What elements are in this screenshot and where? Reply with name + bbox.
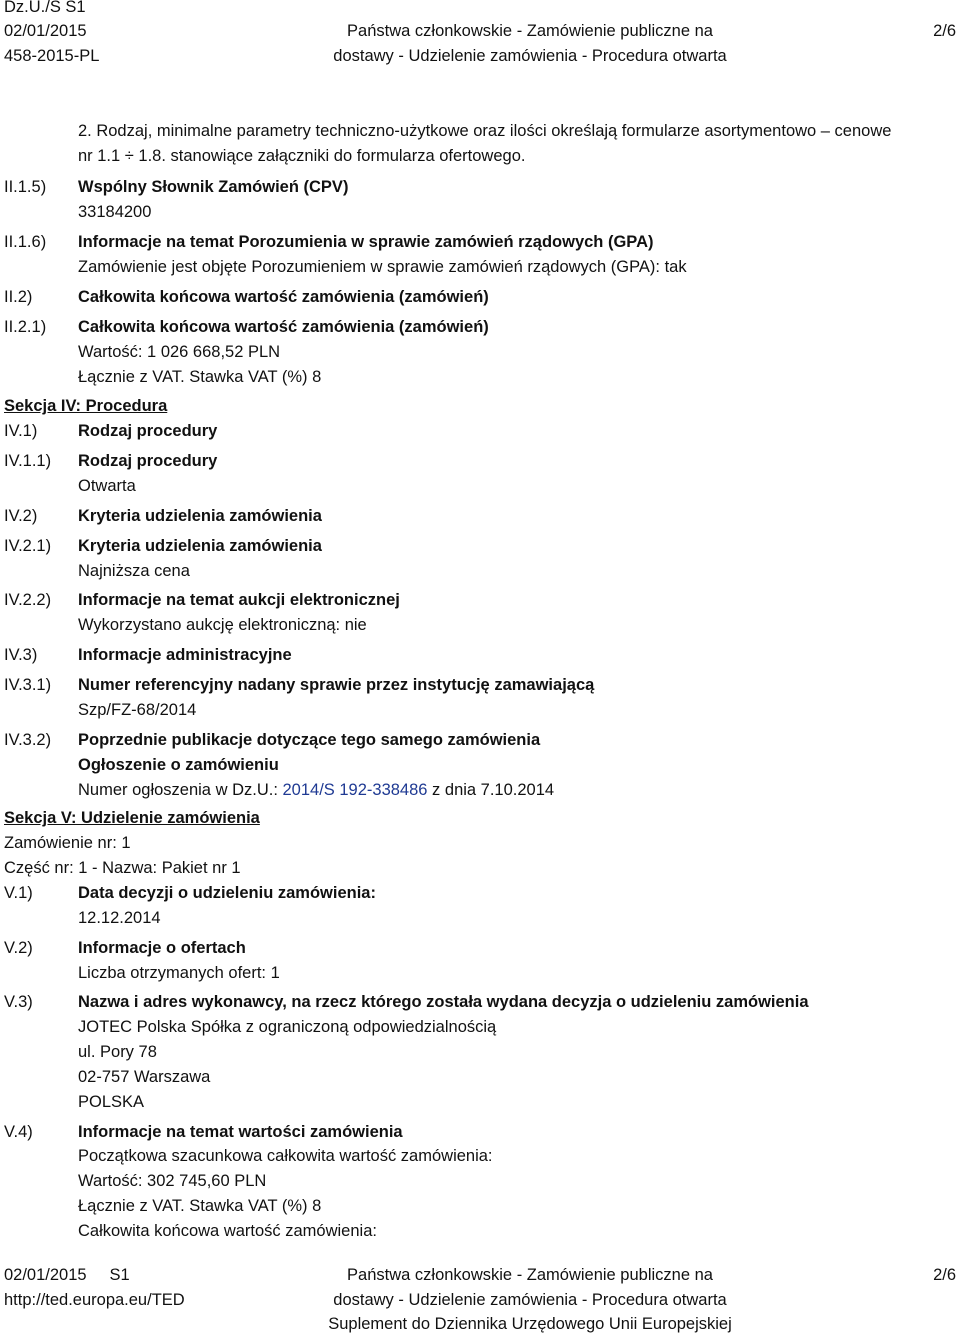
reference-number-heading: Numer referencyjny nadany sprawie przez instytucję zamawiającą — [78, 676, 595, 694]
cpv-heading: Wspólny Słownik Zamówień (CPV) — [78, 178, 349, 196]
admin-info-heading: Informacje administracyjne — [78, 646, 292, 664]
award-date-heading: Data decyzji o udzieleniu zamówienia: — [78, 884, 376, 902]
notice-id: 458-2015-PL — [4, 47, 100, 65]
final-value-label: Całkowita końcowa wartość zamówienia: — [78, 1222, 377, 1240]
footer-page-number: 2/6 — [933, 1266, 956, 1284]
item-number: II.1.5) — [4, 178, 47, 196]
item-number: II.1.6) — [4, 233, 47, 251]
prior-notice-line — [78, 780, 554, 800]
procedure-type-heading: Rodzaj procedury — [78, 422, 218, 440]
contract-notice-subheading: Ogłoszenie o zamówieniu — [78, 756, 279, 774]
total-value-subheading: Całkowita końcowa wartość zamówienia (zamówień) — [78, 318, 489, 336]
contractor-country: POLSKA — [78, 1093, 145, 1111]
item-number: II.2) — [4, 288, 33, 306]
section-iv-title: Sekcja IV: Procedura — [4, 397, 168, 415]
contractor-name: JOTEC Polska Spółka z ograniczoną odpowiedzialnością — [78, 1018, 497, 1036]
item-number: IV.3.1) — [4, 676, 52, 694]
footer-date-series: 02/01/2015 S1 — [4, 1266, 130, 1284]
footer-url[interactable]: http://ted.europa.eu/TED — [4, 1291, 185, 1309]
eauction-heading: Informacje na temat aukcji elektronicznej — [78, 591, 400, 609]
prior-notice-link[interactable]: 2014/S 192-338486 — [282, 781, 428, 799]
footer-title-line2: dostawy - Udzielenie zamówienia - Procedura otwarta — [333, 1291, 727, 1309]
contractor-city: 02-757 Warszawa — [78, 1068, 211, 1086]
item-number: V.4) — [4, 1123, 33, 1141]
prior-notice-suffix: z dnia 7.10.2014 — [427, 781, 555, 799]
initial-estimate-vat: Łącznie z VAT. Stawka VAT (%) 8 — [78, 1197, 322, 1215]
reference-number-value: Szp/FZ-68/2014 — [78, 701, 197, 719]
item-number: V.2) — [4, 939, 33, 957]
offers-count: Liczba otrzymanych ofert: 1 — [78, 964, 280, 982]
item-number: II.2.1) — [4, 318, 47, 336]
header-title-line2: dostawy - Udzielenie zamówienia - Procedura otwarta — [333, 47, 727, 65]
total-value-amount: Wartość: 1 026 668,52 PLN — [78, 343, 281, 361]
item-number: V.1) — [4, 884, 33, 902]
journal-label: Dz.U./S S1 — [4, 0, 86, 16]
total-value-vat: Łącznie z VAT. Stawka VAT (%) 8 — [78, 368, 322, 386]
lot-name: Część nr: 1 - Nazwa: Pakiet nr 1 — [4, 859, 241, 877]
section-v-title: Sekcja V: Udzielenie zamówienia — [4, 809, 260, 827]
procedure-type-subheading: Rodzaj procedury — [78, 452, 218, 470]
award-criteria-value: Najniższa cena — [78, 562, 190, 580]
gpa-heading: Informacje na temat Porozumienia w sprawie zamówień rządowych (GPA) — [78, 233, 654, 251]
initial-estimate-label: Początkowa szacunkowa całkowita wartość zamówienia: — [78, 1147, 493, 1165]
eauction-value: Wykorzystano aukcję elektroniczną: nie — [78, 616, 367, 634]
contract-value-heading: Informacje na temat wartości zamówienia — [78, 1123, 403, 1141]
header-page-number: 2/6 — [933, 22, 956, 40]
award-criteria-subheading: Kryteria udzielenia zamówienia — [78, 537, 322, 555]
item-number: IV.3) — [4, 646, 38, 664]
item-number: IV.2.1) — [4, 537, 52, 555]
gpa-value: Zamówienie jest objęte Porozumieniem w sprawie zamówień rządowych (GPA): tak — [78, 258, 687, 276]
award-date-value: 12.12.2014 — [78, 909, 161, 927]
contractor-heading: Nazwa i adres wykonawcy, na rzecz którego została wydana decyzja o udzieleniu zamówienia — [78, 993, 809, 1011]
previous-publications-heading: Poprzednie publikacje dotyczące tego samego zamówienia — [78, 731, 541, 749]
item-number: V.3) — [4, 993, 33, 1011]
offers-heading: Informacje o ofertach — [78, 939, 246, 957]
item-number: IV.1.1) — [4, 452, 52, 470]
item-number: IV.1) — [4, 422, 38, 440]
item-number: IV.2.2) — [4, 591, 52, 609]
footer-title-line3: Suplement do Dziennika Urzędowego Unii Europejskiej — [328, 1315, 732, 1333]
intro-line-1: 2. Rodzaj, minimalne parametry techniczno-użytkowe oraz ilości określają formularze asortymentowo – cenowe — [78, 122, 892, 140]
award-criteria-heading: Kryteria udzielenia zamówienia — [78, 507, 322, 525]
contract-number: Zamówienie nr: 1 — [4, 834, 131, 852]
total-value-heading: Całkowita końcowa wartość zamówienia (zamówień) — [78, 288, 489, 306]
initial-estimate-value: Wartość: 302 745,60 PLN — [78, 1172, 267, 1190]
item-number: IV.3.2) — [4, 731, 52, 749]
header-title-line1: Państwa członkowskie - Zamówienie publiczne na — [347, 22, 713, 40]
contractor-street: ul. Pory 78 — [78, 1043, 157, 1061]
cpv-code: 33184200 — [78, 203, 152, 221]
procedure-type-value: Otwarta — [78, 477, 136, 495]
prior-notice-prefix: Numer ogłoszenia w Dz.U.: — [78, 781, 283, 799]
footer-title-line1: Państwa członkowskie - Zamówienie publiczne na — [347, 1266, 713, 1284]
header-date: 02/01/2015 — [4, 22, 87, 40]
item-number: IV.2) — [4, 507, 38, 525]
intro-line-2: nr 1.1 ÷ 1.8. stanowiące załączniki do formularza ofertowego. — [78, 147, 526, 165]
